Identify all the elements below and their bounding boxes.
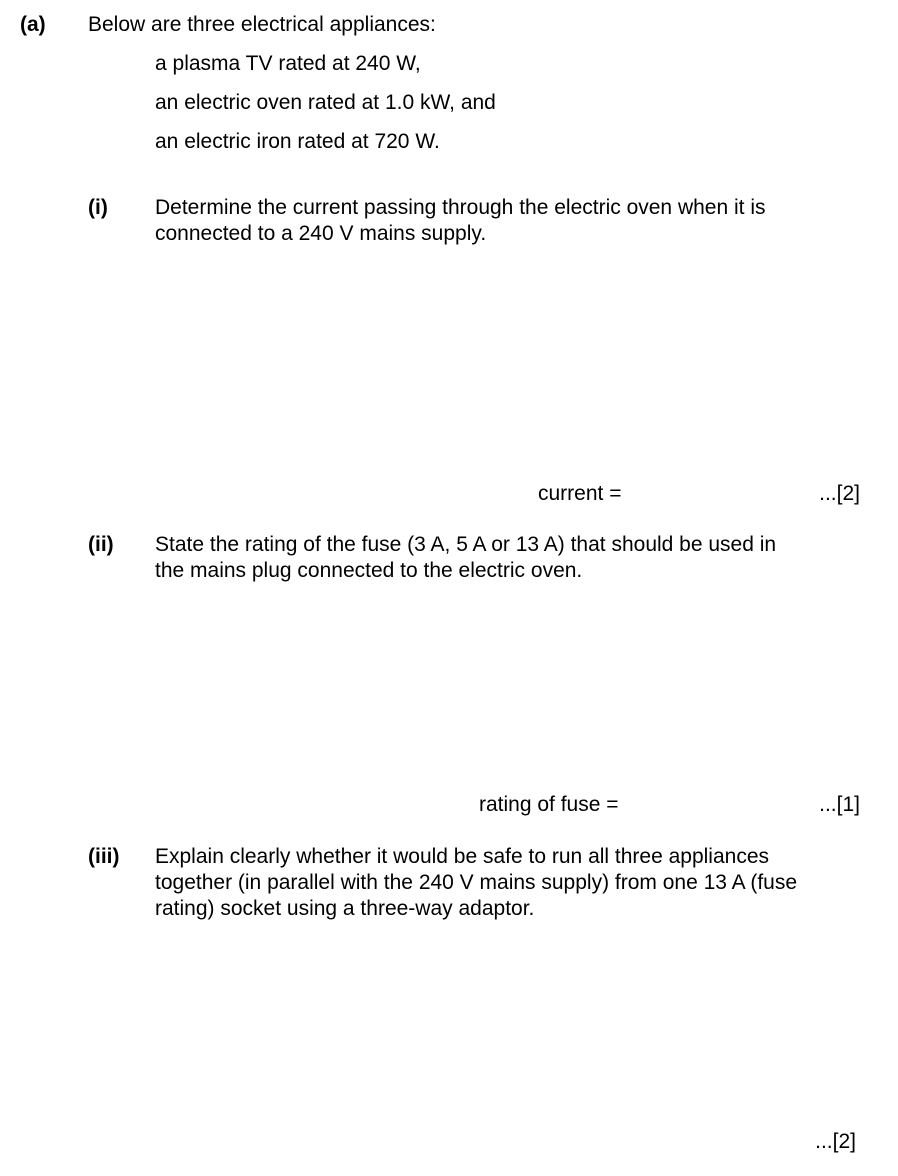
question-text-line: rating) socket using a three-way adaptor. <box>155 897 535 920</box>
part-a-intro: Below are three electrical appliances: <box>88 13 436 36</box>
marks-label: ...[2] <box>815 1130 856 1153</box>
appliance-item: an electric iron rated at 720 W. <box>155 130 440 153</box>
answer-prompt-fuse: rating of fuse = <box>479 793 619 816</box>
question-label: (iii) <box>88 845 120 868</box>
marks-label: ...[1] <box>819 793 860 816</box>
question-text-line: the mains plug connected to the electric oven. <box>155 559 583 582</box>
question-text-line: Explain clearly whether it would be safe to run all three appliances <box>155 845 770 868</box>
answer-prompt-current: current = <box>538 482 622 505</box>
question-text-line: together (in parallel with the 240 V mains supply) from one 13 A (fuse <box>155 871 798 894</box>
question-text-line: connected to a 240 V mains supply. <box>155 222 487 245</box>
question-text-line: Determine the current passing through the electric oven when it is <box>155 196 766 219</box>
marks-label: ...[2] <box>819 482 860 505</box>
question-label: (i) <box>88 196 108 219</box>
question-label: (ii) <box>88 533 114 556</box>
question-text-line: State the rating of the fuse (3 A, 5 A or 13 A) that should be used in <box>155 533 777 556</box>
appliance-item: an electric oven rated at 1.0 kW, and <box>155 91 496 114</box>
part-a-label: (a) <box>20 13 46 36</box>
appliance-item: a plasma TV rated at 240 W, <box>155 52 421 75</box>
